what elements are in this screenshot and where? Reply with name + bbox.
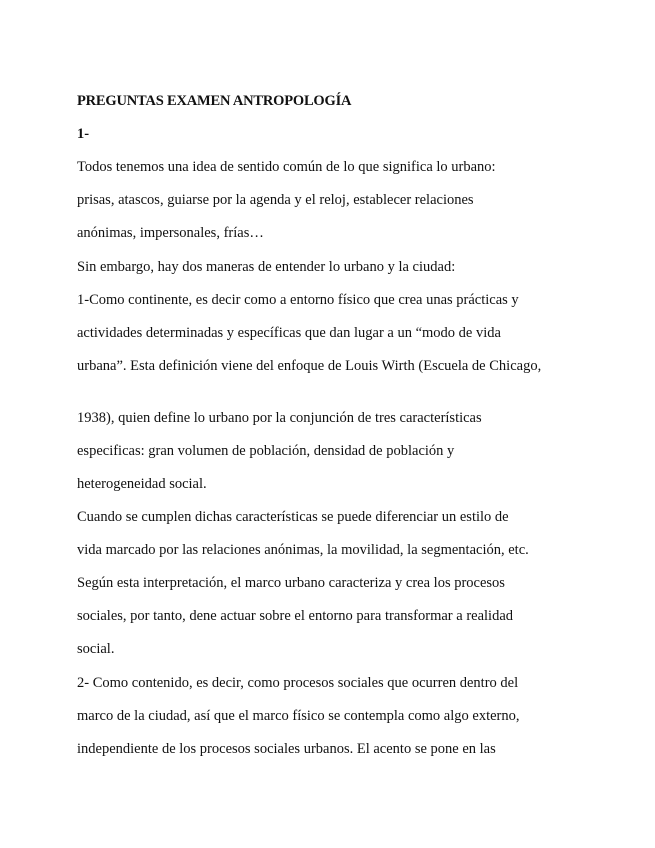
paragraph-line: sociales, por tanto, dene actuar sobre el entorno para transformar a realidad [77,608,514,624]
paragraph-line: Cuando se cumplen dichas características se puede diferenciar un estilo de [77,509,509,525]
paragraph-line: vida marcado por las relaciones anónimas, la movilidad, la segmentación, etc. [77,542,529,558]
paragraph-line: Todos tenemos una idea de sentido común de lo que significa lo urbano: [77,159,496,175]
paragraph-line: 1-Como continente, es decir como a entorno físico que crea unas prácticas y [77,292,519,308]
paragraph-line: 1938), quien define lo urbano por la conjunción de tres características [77,410,482,426]
paragraph-line: prisas, atascos, guiarse por la agenda y el reloj, establecer relaciones [77,192,474,208]
paragraph-line: urbana”. Esta definición viene del enfoque de Louis Wirth (Escuela de Chicago, [77,358,542,374]
paragraph-line: anónimas, impersonales, frías… [77,225,264,241]
paragraph-line: especificas: gran volumen de población, densidad de población y [77,443,455,459]
document-title: PREGUNTAS EXAMEN ANTROPOLOGÍA [77,93,352,109]
paragraph-line: actividades determinadas y específicas que dan lugar a un “modo de vida [77,325,501,341]
paragraph-line: heterogeneidad social. [77,476,207,492]
paragraph-line: 2- Como contenido, es decir, como procesos sociales que ocurren dentro del [77,675,519,691]
paragraph-line: social. [77,641,115,657]
paragraph-line: Según esta interpretación, el marco urbano caracteriza y crea los procesos [77,575,505,591]
paragraph-line: independiente de los procesos sociales urbanos. El acento se pone en las [77,741,496,757]
paragraph-line: Sin embargo, hay dos maneras de entender lo urbano y la ciudad: [77,259,456,275]
section-number: 1- [77,126,90,142]
paragraph-line: marco de la ciudad, así que el marco físico se contempla como algo externo, [77,708,520,724]
